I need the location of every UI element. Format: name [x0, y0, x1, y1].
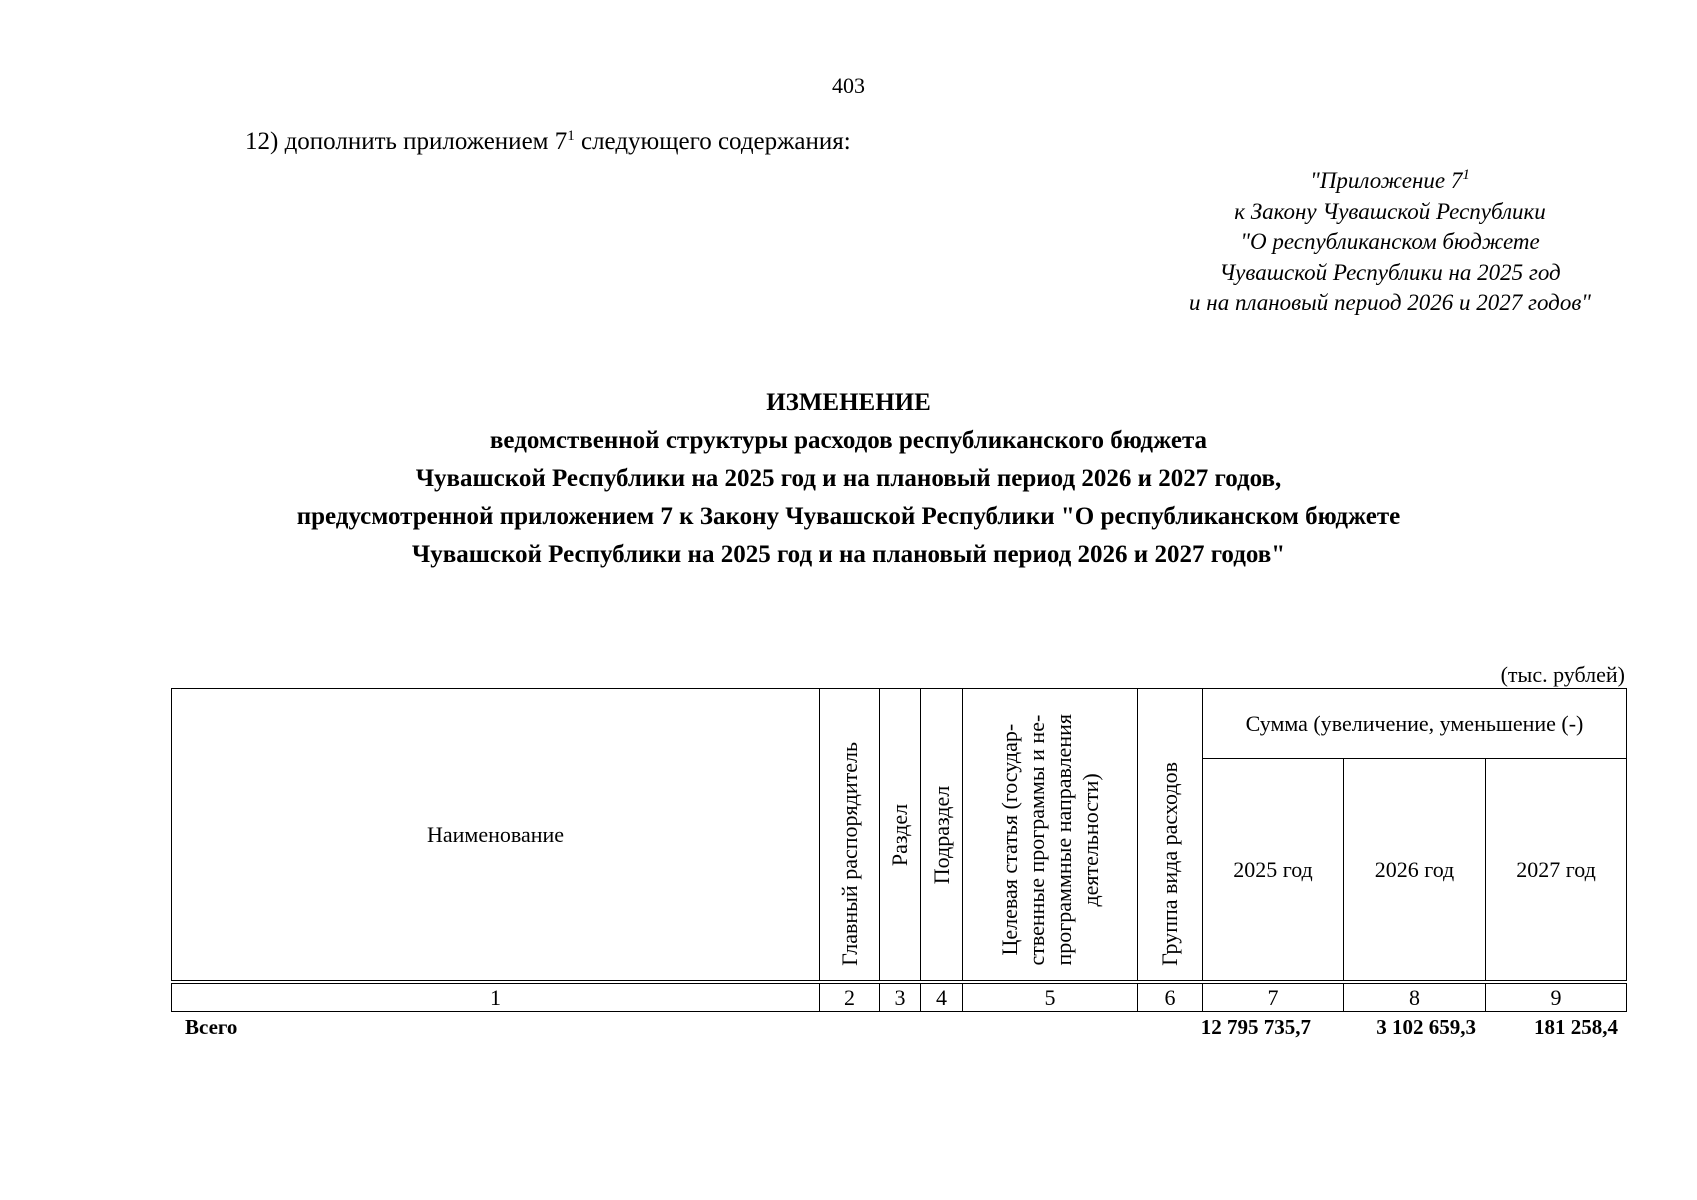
column-number: 7: [1203, 984, 1344, 1012]
budget-table: [171, 688, 1627, 1012]
header-section-text: Раздел: [887, 803, 912, 866]
title-line-1: ИЗМЕНЕНИЕ: [766, 389, 931, 416]
header-subsection-text: Подраздел: [928, 785, 954, 884]
appendix-header: [1100, 166, 1680, 319]
total-label: Всего: [185, 1015, 238, 1039]
appendix-line-1-superscript: 1: [1462, 167, 1470, 183]
appendix-line-1: [1100, 166, 1680, 197]
page-number: 403: [832, 73, 865, 98]
header-section: [880, 689, 921, 981]
intro-text: 12) дополнить приложением 7: [245, 128, 568, 155]
header-name: Наименование: [172, 689, 820, 981]
column-number: 3: [880, 984, 921, 1012]
intro-text-after: следующего содержания:: [574, 128, 851, 155]
header-target-line-3: программные направления: [1051, 714, 1076, 966]
intro-superscript: 1: [567, 128, 575, 144]
column-number: 9: [1486, 984, 1627, 1012]
appendix-line-1-text: "Приложение 7: [1310, 168, 1463, 193]
header-year-2026: 2026 год: [1344, 759, 1486, 981]
column-numbers-row: [172, 984, 1627, 1012]
column-number: 8: [1344, 984, 1486, 1012]
header-target-line-4: деятельности): [1078, 773, 1103, 907]
units-label: (тыс. рублей): [1500, 662, 1625, 687]
title-line-4: предусмотренной приложением 7 к Закону Чувашской Республики "О республиканском бюджете: [296, 503, 1401, 530]
column-number: 4: [921, 984, 963, 1012]
header-target-line-2: ственные программы и не-: [1024, 714, 1049, 966]
header-year-2025: 2025 год: [1203, 759, 1344, 981]
header-group-text: Группа вида расходов: [1157, 762, 1182, 966]
header-row-1: [172, 689, 1627, 759]
column-number: 2: [820, 984, 880, 1012]
appendix-line-5: и на плановый период 2026 и 2027 годов": [1189, 290, 1591, 315]
header-target-line-1: Целевая статья (государ-: [997, 724, 1022, 957]
column-number: 6: [1138, 984, 1203, 1012]
total-2027-value: 181 258,4: [1534, 1015, 1618, 1039]
total-2026-value: 3 102 659,3: [1376, 1015, 1476, 1039]
appendix-line-3: "О республиканском бюджете: [1240, 229, 1540, 254]
intro-paragraph: [245, 128, 851, 156]
appendix-line-2: к Закону Чувашской Республики: [1234, 198, 1546, 224]
total-2025-value: 12 795 735,7: [1200, 1015, 1311, 1039]
appendix-line-4: Чувашской Республики на 2025 год: [1219, 259, 1561, 285]
column-number: 1: [172, 984, 820, 1012]
header-sum: Сумма (увеличение, уменьшение (-): [1203, 689, 1627, 759]
header-group: [1138, 689, 1203, 981]
header-chief: [820, 689, 880, 981]
total-row: [171, 1015, 1626, 1043]
title-line-2: ведомственной структуры расходов республиканского бюджета: [489, 427, 1208, 454]
title-line-3: Чувашской Республики на 2025 год и на плановый период 2026 и 2027 годов,: [415, 465, 1282, 492]
header-target-text: [996, 714, 1104, 966]
header-year-2027: 2027 год: [1486, 759, 1627, 981]
title-line-5: Чувашской Республики на 2025 год и на плановый период 2026 и 2027 годов": [411, 541, 1286, 568]
column-number: 5: [963, 984, 1138, 1012]
header-subsection: [921, 689, 963, 981]
header-chief-text: Главный распорядитель: [836, 742, 862, 966]
header-target: [963, 689, 1138, 981]
document-title: [60, 384, 1637, 574]
